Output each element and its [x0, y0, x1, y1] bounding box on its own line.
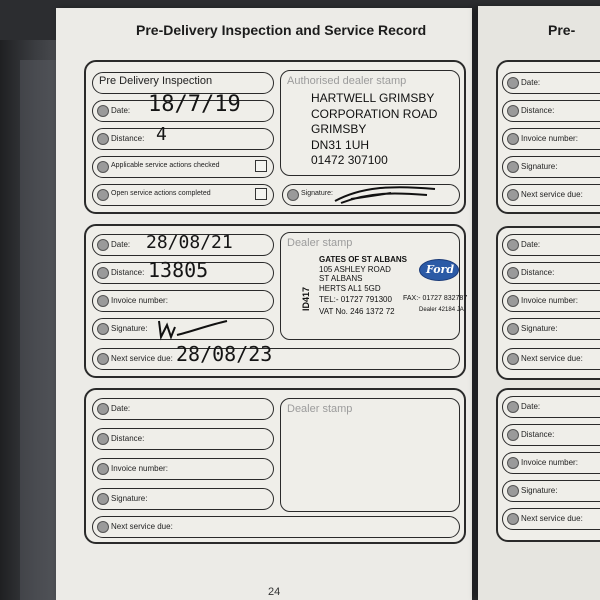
right-next-field[interactable]: [502, 508, 600, 530]
bullet-icon: [97, 267, 109, 279]
signature-scribble: [331, 181, 441, 207]
bullet-icon: [507, 161, 519, 173]
stamp-line: HERTS AL1 5GD: [319, 283, 381, 293]
s1-tel: TEL:- 01727 791300: [319, 295, 392, 304]
s2-distance-label: Distance:: [111, 434, 145, 443]
bullet-icon: [507, 513, 519, 525]
right-date-label: Date:: [521, 240, 541, 249]
right-next-label: Next service due:: [521, 190, 583, 199]
bullet-icon: [97, 463, 109, 475]
bullet-icon: [507, 485, 519, 497]
bullet-icon: [97, 105, 109, 117]
s2-stamp-box: [280, 398, 460, 512]
right-next-label: Next service due:: [521, 354, 583, 363]
page-title: Pre-Delivery Inspection and Service Record: [136, 22, 427, 38]
s1-next-label: Next service due:: [111, 354, 173, 363]
left-page: [56, 8, 472, 600]
stamp-line: 01472 307100: [311, 153, 388, 167]
right-next-label: Next service due:: [521, 514, 583, 523]
right-invoice-label: Invoice number:: [521, 458, 578, 467]
bullet-icon: [507, 189, 519, 201]
bullet-icon: [97, 433, 109, 445]
s1-stamp-box: [280, 232, 468, 340]
right-invoice-field[interactable]: [502, 290, 600, 312]
stamp-line: DN31 1UH: [311, 137, 370, 152]
s1-next-value: 28/08/23: [176, 342, 273, 366]
bullet-icon: [97, 353, 109, 365]
s1-fax: FAX:- 01727 832787: [403, 295, 468, 302]
signature-scribble: [153, 315, 233, 341]
right-signature-field[interactable]: [502, 318, 600, 340]
s2-stamp-caption: Dealer stamp: [287, 403, 353, 415]
bullet-icon: [507, 267, 519, 279]
right-invoice-field[interactable]: [502, 128, 600, 150]
s1-side-code: ID417: [301, 286, 311, 311]
stamp-line: ST ALBANS: [319, 274, 363, 283]
ford-logo: [419, 259, 459, 281]
right-distance-label: Distance:: [521, 106, 555, 115]
s1-vat: VAT No. 246 1372 72: [319, 307, 395, 316]
s1-distance-label: Distance:: [111, 268, 145, 277]
right-next-field[interactable]: [502, 184, 600, 206]
pdi-distance-field[interactable]: [92, 128, 274, 150]
s2-distance-field[interactable]: [92, 428, 274, 450]
right-date-field[interactable]: [502, 234, 600, 256]
page-number: 24: [268, 586, 281, 598]
s2-signature-label: Signature:: [111, 494, 148, 503]
right-distance-field[interactable]: [502, 424, 600, 446]
s1-distance-value: 13805: [148, 258, 209, 282]
pdi-signature-label: Signature:: [301, 190, 333, 197]
bullet-icon: [507, 401, 519, 413]
pdi-applicable-field[interactable]: [92, 156, 274, 178]
bullet-icon: [97, 189, 109, 201]
s1-date-label: Date:: [111, 240, 131, 249]
pdi-distance-value: 4: [156, 124, 167, 145]
pdi-heading-field: [92, 72, 274, 94]
right-panel-1: [496, 60, 600, 214]
bullet-icon: [507, 105, 519, 117]
right-distance-field[interactable]: [502, 100, 600, 122]
right-page-title: Pre-: [548, 22, 576, 38]
bullet-icon: [97, 521, 109, 533]
stamp-line: HARTWELL GRIMSBY: [311, 91, 435, 105]
right-signature-label: Signature:: [521, 162, 558, 171]
right-signature-label: Signature:: [521, 486, 558, 495]
s2-invoice-label: Invoice number:: [111, 464, 168, 473]
right-date-label: Date:: [521, 402, 541, 411]
s2-signature-field[interactable]: [92, 488, 274, 510]
s1-dealer-stamp: [319, 255, 407, 293]
bullet-icon: [97, 133, 109, 145]
bullet-icon: [507, 239, 519, 251]
service-panel-1: [84, 224, 466, 378]
right-panel-3: [496, 388, 600, 542]
pdi-applicable-label: Applicable service actions checked: [111, 162, 220, 169]
bullet-icon: [97, 161, 109, 173]
right-signature-label: Signature:: [521, 324, 558, 333]
s1-date-value: 28/08/21: [146, 232, 233, 253]
bullet-icon: [287, 189, 299, 201]
pdi-signature-field[interactable]: [282, 184, 460, 206]
bullet-icon: [507, 77, 519, 89]
bullet-icon: [507, 295, 519, 307]
right-distance-field[interactable]: [502, 262, 600, 284]
bullet-icon: [507, 457, 519, 469]
bullet-icon: [97, 323, 109, 335]
right-signature-field[interactable]: [502, 156, 600, 178]
bullet-icon: [507, 353, 519, 365]
stamp-line: CORPORATION ROAD: [311, 106, 438, 121]
right-panel-2: [496, 226, 600, 380]
s1-signature-label: Signature:: [111, 324, 148, 333]
right-distance-label: Distance:: [521, 268, 555, 277]
right-date-field[interactable]: [502, 396, 600, 418]
s2-next-label: Next service due:: [111, 522, 173, 531]
stamp-line: GRIMSBY: [311, 122, 367, 136]
pdi-stamp-box: [280, 70, 460, 176]
pdi-date-value: 18/7/19: [148, 92, 241, 117]
right-signature-field[interactable]: [502, 480, 600, 502]
s1-next-field[interactable]: [92, 348, 460, 370]
bullet-icon: [97, 295, 109, 307]
s1-dealer-no: Dealer 42184 JA: [419, 307, 464, 313]
ford-logo-text: Ford: [426, 263, 455, 276]
right-invoice-field[interactable]: [502, 452, 600, 474]
right-invoice-label: Invoice number:: [521, 296, 578, 305]
bullet-icon: [97, 239, 109, 251]
s1-invoice-label: Invoice number:: [111, 296, 168, 305]
s2-invoice-field[interactable]: [92, 458, 274, 480]
bullet-icon: [507, 429, 519, 441]
pdi-heading: Pre Delivery Inspection: [99, 75, 213, 87]
pdi-date-label: Date:: [111, 106, 131, 115]
right-distance-label: Distance:: [521, 430, 555, 439]
right-page: [478, 6, 600, 600]
bullet-icon: [97, 493, 109, 505]
service-panel-2: [84, 388, 466, 544]
s1-invoice-field[interactable]: [92, 290, 274, 312]
s1-signature-field[interactable]: [92, 318, 274, 340]
applicable-checkbox[interactable]: [255, 160, 267, 172]
bullet-icon: [97, 403, 109, 415]
binder-edge: [20, 60, 60, 600]
s2-next-field[interactable]: [92, 516, 460, 538]
pdi-open-label: Open service actions completed: [111, 190, 211, 197]
pdi-stamp-caption: Authorised dealer stamp: [287, 75, 407, 87]
right-next-field[interactable]: [502, 348, 600, 370]
bullet-icon: [507, 323, 519, 335]
right-date-label: Date:: [521, 78, 541, 87]
stamp-line: GATES OF ST ALBANS: [319, 255, 407, 264]
right-date-field[interactable]: [502, 72, 600, 94]
pdi-open-field[interactable]: [92, 184, 274, 206]
s2-date-label: Date:: [111, 404, 131, 413]
open-checkbox[interactable]: [255, 188, 267, 200]
pdi-panel: [84, 60, 466, 214]
s2-date-field[interactable]: [92, 398, 274, 420]
bullet-icon: [507, 133, 519, 145]
stamp-line: 105 ASHLEY ROAD: [319, 264, 391, 274]
s1-stamp-caption: Dealer stamp: [287, 237, 353, 249]
pdi-distance-label: Distance:: [111, 134, 145, 143]
pdi-dealer-stamp: [311, 91, 437, 169]
right-invoice-label: Invoice number:: [521, 134, 578, 143]
